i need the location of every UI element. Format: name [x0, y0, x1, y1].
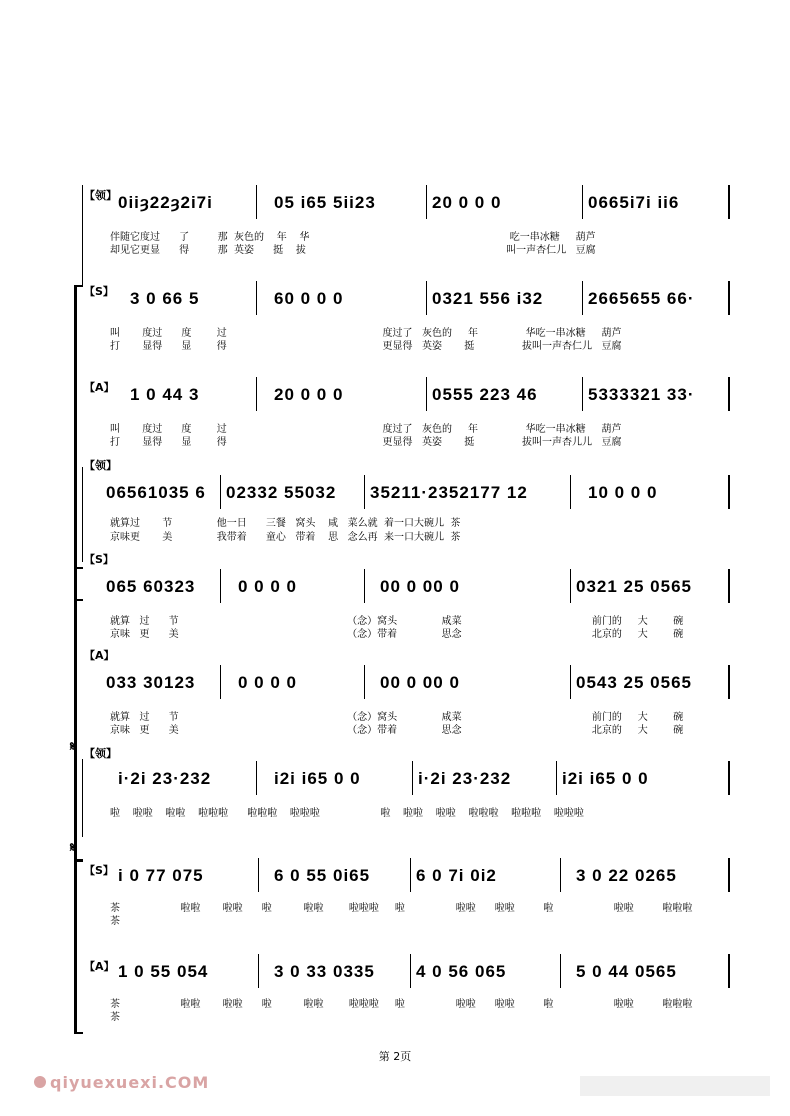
barline	[556, 761, 557, 795]
part-label-lead: 【领】	[84, 747, 117, 760]
segno-icon: 𝄋	[70, 840, 77, 856]
measure: 3 0 33 0335	[274, 962, 375, 981]
barline	[728, 761, 730, 795]
measure: i·2i 23·232	[118, 769, 212, 788]
alto-staff-row	[70, 649, 730, 697]
measure: 02332 55032	[226, 483, 337, 502]
measure: 1 0 55 054	[118, 962, 209, 981]
part-label-soprano: 【S】	[84, 285, 114, 298]
lyric-line: 京味更 美 我带着 童心 带着 思 念么再 来一口大碗儿 茶	[110, 532, 461, 543]
lyric-line: 打 显得 显 得 更显得 英姿 挺 拔叫一声杏仁儿 豆腐	[110, 341, 622, 352]
measure: 5333321 33·	[588, 385, 695, 404]
barline	[728, 665, 730, 699]
barline	[582, 377, 583, 411]
lyric-line: 茶 啦啦 啦啦 啦 啦啦 啦啦啦 啦 啦啦 啦啦 啦 啦啦 啦啦啦	[110, 903, 693, 914]
measure: 0555 223 46	[432, 385, 538, 404]
barline	[220, 569, 221, 603]
barline	[728, 475, 730, 509]
measure: 0321 25 0565	[576, 577, 692, 596]
barline	[256, 761, 257, 795]
watermark-logo-icon	[34, 1076, 46, 1088]
barline	[412, 761, 413, 795]
barline	[728, 377, 730, 411]
lyric-line: 叫 度过 度 过 度过了 灰色的 年 华吃一串冰糖 葫芦	[110, 328, 622, 339]
barline	[364, 569, 365, 603]
lyric-line: 茶	[110, 916, 120, 927]
measure: 6 0 55 0i65	[274, 866, 371, 885]
barline	[426, 377, 427, 411]
lyric-line: 伴随它度过 了 那 灰色的 年 华 吃一串冰糖 葫芦	[110, 232, 596, 243]
barline	[256, 377, 257, 411]
measure: i2i i65 0 0	[274, 769, 361, 788]
measure: i 0 77 075	[118, 866, 204, 885]
measure: 6 0 7i 0i2	[416, 866, 497, 885]
barline	[560, 954, 561, 988]
lyric-line: 就算过 节 他一日 三餐 窝头 咸 菜么就 着一口大碗儿 茶	[110, 518, 461, 529]
watermark-text: qiyuexuexi.COM	[50, 1073, 210, 1092]
alto-staff-row	[70, 958, 730, 986]
measure: 20 0 0 0	[432, 193, 502, 212]
measure: 1 0 44 3	[130, 385, 200, 404]
measure: 0543 25 0565	[576, 673, 692, 692]
measure: 4 0 56 065	[416, 962, 507, 981]
measure: 0321 556 i32	[432, 289, 544, 308]
measure: 3 0 22 0265	[576, 866, 677, 885]
measure: 3 0 66 5	[130, 289, 200, 308]
measure: 05 i65 5ii23	[274, 193, 376, 212]
lyric-line: 啦 啦啦 啦啦 啦啦啦 啦啦啦 啦啦啦 啦 啦啦 啦啦 啦啦啦 啦啦啦 啦啦啦	[110, 808, 584, 819]
lyric-line: 京味 更 美 （念）带着 思念 北京的 大 碗	[110, 629, 684, 640]
page-number: 第 2页	[378, 1050, 412, 1063]
lyric-line: 京味 更 美 （念）带着 思念 北京的 大 碗	[110, 725, 684, 736]
measure: 35211·2352177 12	[370, 483, 528, 502]
barline	[570, 569, 571, 603]
measure: 00 0 00 0	[380, 673, 460, 692]
alto-staff-row	[70, 381, 730, 409]
barline	[570, 665, 571, 699]
segno-icon: 𝄋	[70, 739, 77, 755]
lead-staff-row	[70, 189, 730, 217]
measure: 0 0 0 0	[238, 673, 297, 692]
barline	[256, 185, 257, 219]
part-label-soprano: 【S】	[84, 864, 114, 877]
barline	[582, 185, 583, 219]
barline	[728, 185, 730, 219]
watermark	[34, 1073, 209, 1092]
lyric-line: 就算 过 节 （念）窝头 咸菜 前门的 大 碗	[110, 616, 684, 627]
barline	[570, 475, 571, 509]
lyric-line: 茶	[110, 1012, 120, 1023]
part-label-lead: 【领】	[84, 189, 117, 202]
barline	[258, 954, 259, 988]
measure: 00 0 00 0	[380, 577, 460, 596]
measure: 065 60323	[106, 577, 196, 596]
part-label-alto: 【A】	[84, 649, 115, 662]
barline	[258, 858, 259, 892]
measure: i2i i65 0 0	[562, 769, 649, 788]
part-label-soprano: 【S】	[84, 553, 114, 566]
barline	[560, 858, 561, 892]
soprano-staff-row	[70, 285, 730, 313]
measure: 2665655 66·	[588, 289, 695, 308]
lyric-line: 叫 度过 度 过 度过了 灰色的 年 华吃一串冰糖 葫芦	[110, 424, 622, 435]
lyric-line: 茶 啦啦 啦啦 啦 啦啦 啦啦啦 啦 啦啦 啦啦 啦 啦啦 啦啦啦	[110, 999, 693, 1010]
barline	[256, 281, 257, 315]
part-label-lead: 【领】	[84, 459, 117, 472]
barline	[728, 281, 730, 315]
barline	[220, 665, 221, 699]
lyric-line: 却见它更显 得 那 英姿 挺 拔 叫一声杏仁儿 豆腐	[110, 245, 596, 256]
lead-staff-row	[70, 459, 730, 507]
measure: 20 0 0 0	[274, 385, 344, 404]
barline	[410, 954, 411, 988]
barline	[728, 858, 730, 892]
measure: 60 0 0 0	[274, 289, 344, 308]
barline	[364, 475, 365, 509]
barline	[582, 281, 583, 315]
measure: 10 0 0 0	[588, 483, 658, 502]
barline	[220, 475, 221, 509]
measure: 0iiȝ22ȝ2i7i	[118, 193, 213, 212]
soprano-staff-row	[70, 862, 730, 890]
part-label-alto: 【A】	[84, 960, 115, 973]
barline	[426, 185, 427, 219]
measure: 0665i7i ii6	[588, 193, 680, 212]
barline	[728, 954, 730, 988]
part-label-alto: 【A】	[84, 381, 115, 394]
measure: 06561035 6	[106, 483, 206, 502]
barline	[410, 858, 411, 892]
lead-staff-row	[70, 747, 730, 793]
soprano-staff-row	[70, 553, 730, 601]
measure: 0 0 0 0	[238, 577, 297, 596]
barline	[728, 569, 730, 603]
lyric-line: 就算 过 节 （念）窝头 咸菜 前门的 大 碗	[110, 712, 684, 723]
measure: 033 30123	[106, 673, 196, 692]
barline	[364, 665, 365, 699]
barline	[426, 281, 427, 315]
measure: i·2i 23·232	[418, 769, 512, 788]
lyric-line: 打 显得 显 得 更显得 英姿 挺 拔叫一声杏儿儿 豆腐	[110, 437, 622, 448]
measure: 5 0 44 0565	[576, 962, 677, 981]
footer-band	[580, 1076, 770, 1096]
